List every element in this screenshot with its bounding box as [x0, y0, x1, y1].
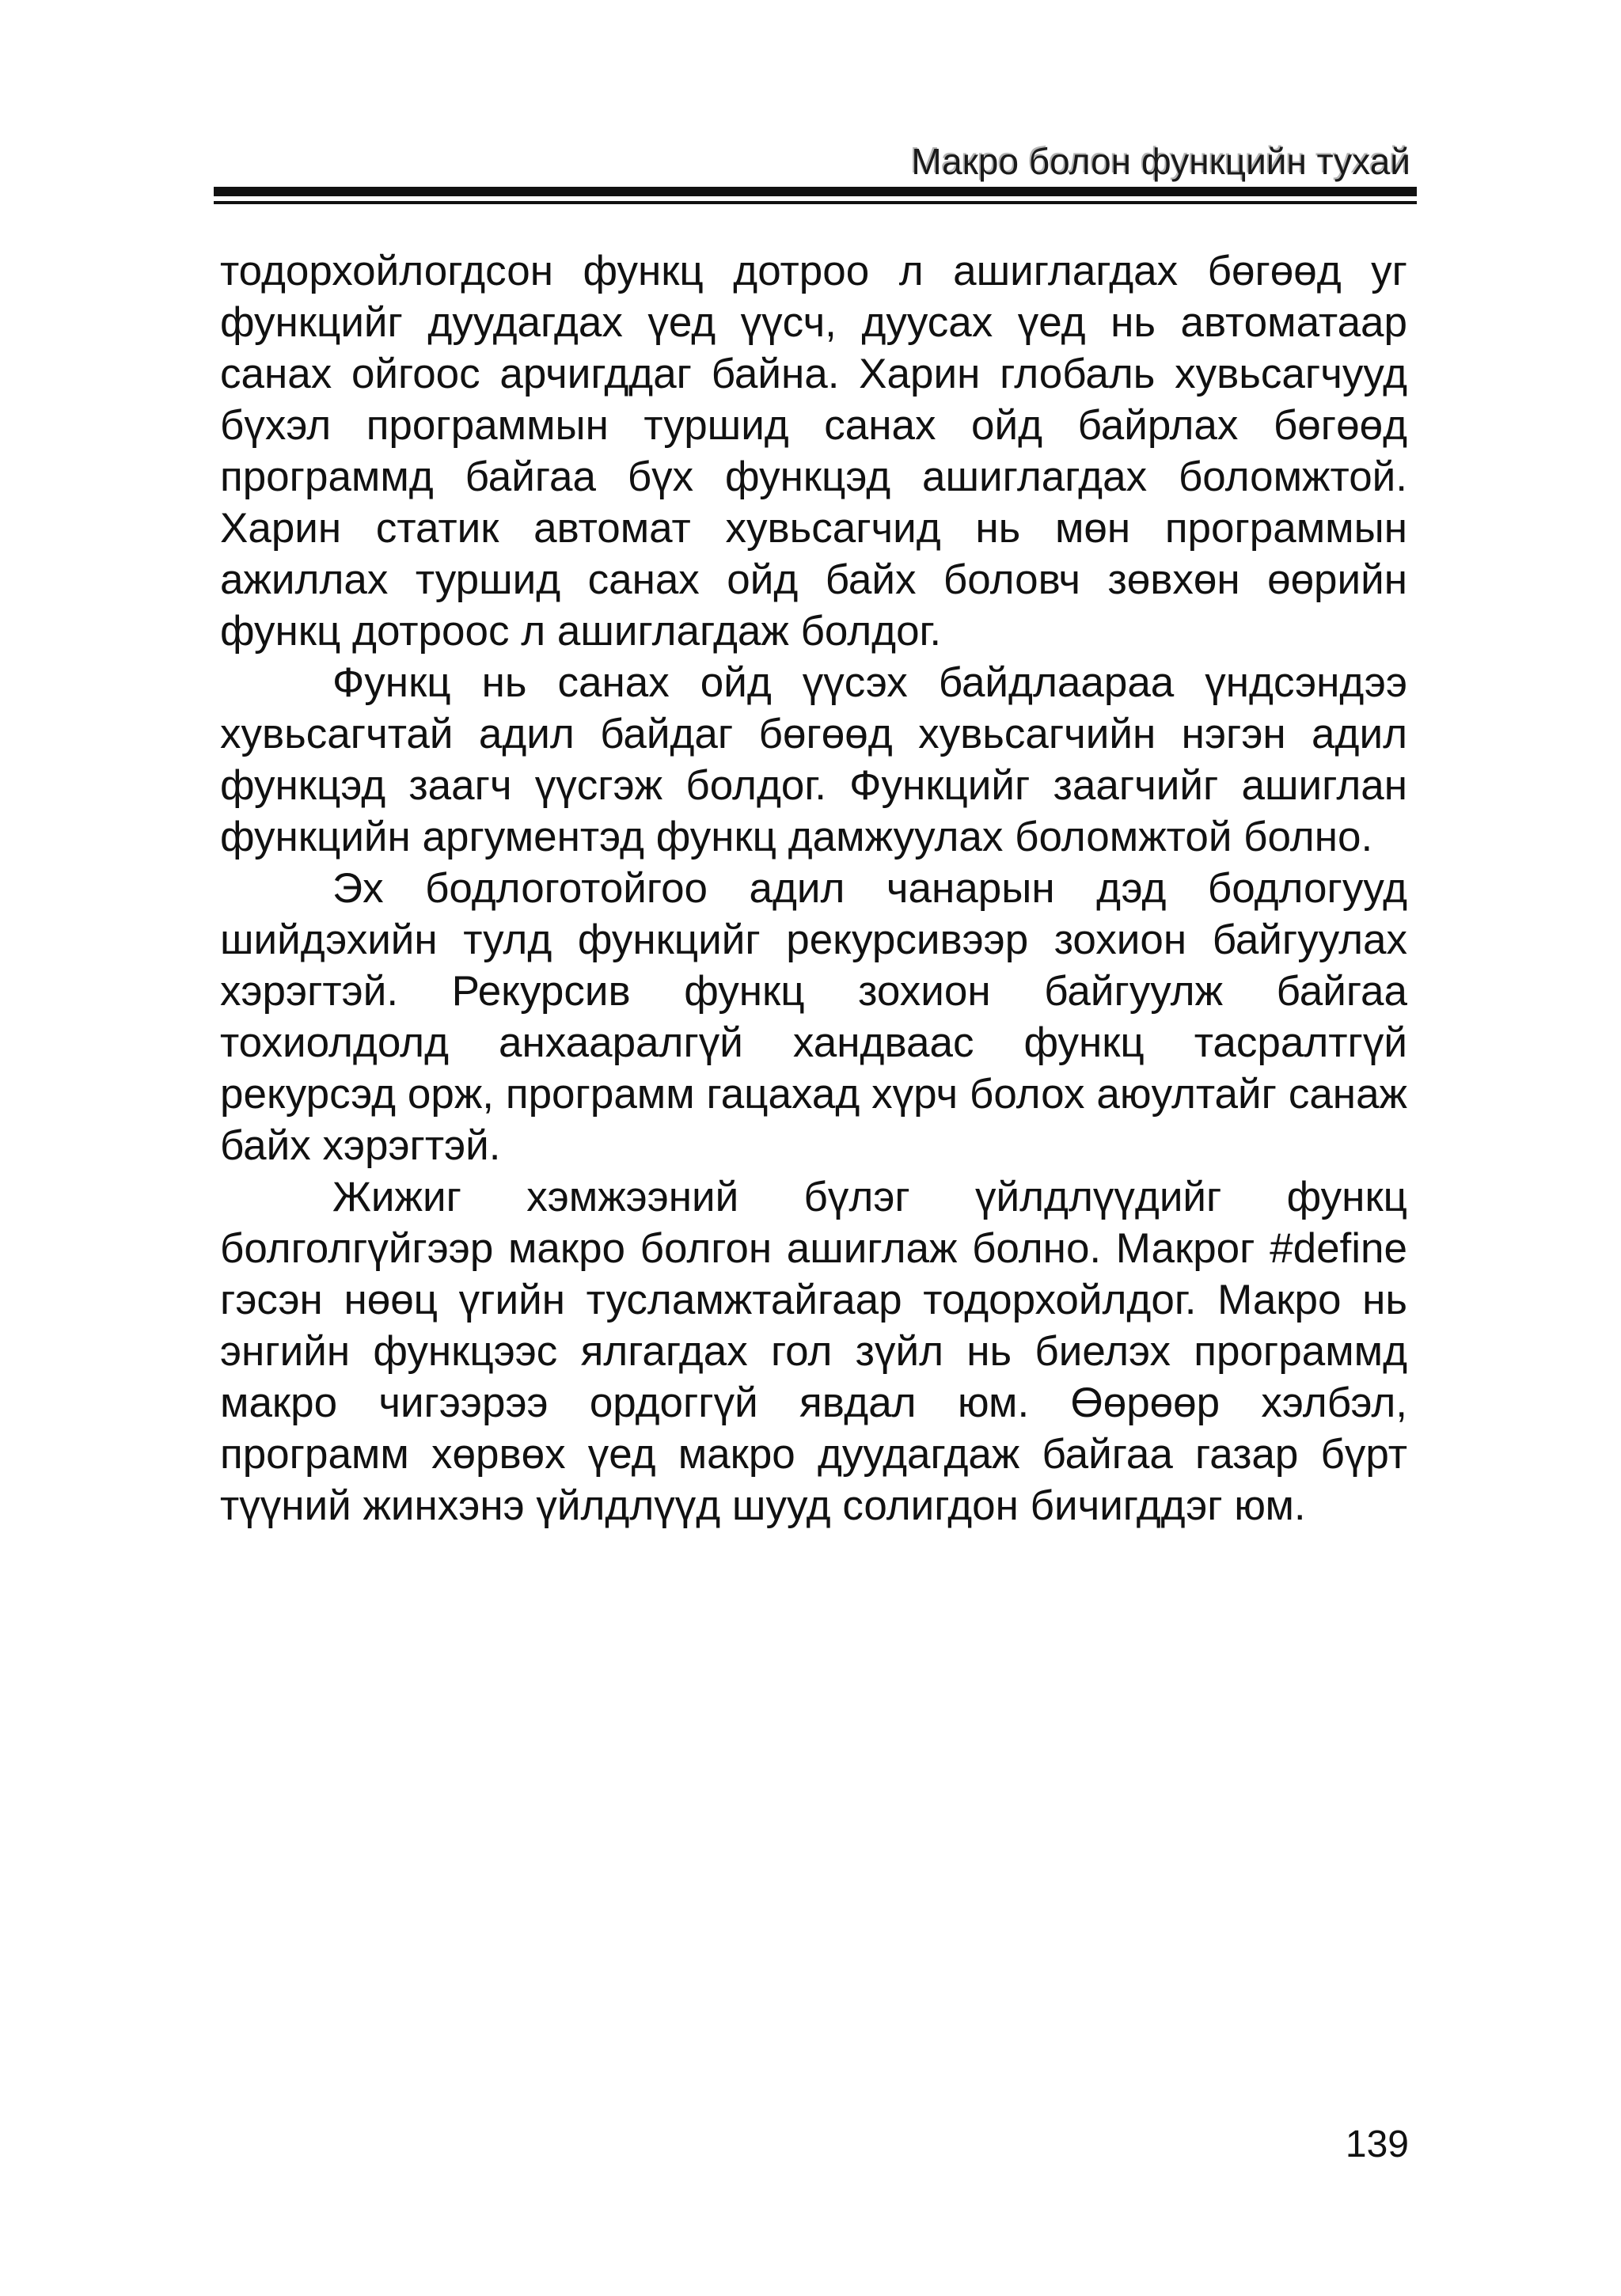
page-header: [214, 133, 1417, 204]
paragraph-1: тодорхойлогдсон функц дотроо л ашиглагдах бөгөөд уг функцийг дуудагдах үед үүсч, дуусах үед нь автоматаар санах ойгоос арчигддаг байна. Харин глобаль хувьсагчууд бүхэл программын туршид санах ойд байрлах бөгөөд программд байгаа бүх функцэд ашиглагдах боломжтой. Харин статик автомат хувьсагчид нь мөн программын ажиллах туршид санах ойд байх боловч зөвхөн өөрийн функц дотроос л ашиглагдаж болдог.: [220, 248, 1407, 655]
header-rule-thin: [214, 201, 1417, 204]
paragraph-4: Жижиг хэмжээний бүлэг үйлдлүүдийг функц болголгүйгээр макро болгон ашиглаж болно. Макрог #define гэсэн нөөц үгийн тусламжтайгаар тодорхойлдог. Макро нь энгийн функцээс ялгагдах гол зүйл нь биелэх программд макро чигээрээ ордоггүй явдал юм. Өөрөөр хэлбэл, программ хөрвөх үед макро дуудагдаж байгаа газар бүрт түүний жинхэнэ үйлдлүүд шууд солигдон бичигддэг юм.: [220, 1174, 1407, 1529]
paragraph-2: Функц нь санах ойд үүсэх байдлаараа үндсэндээ хувьсагчтай адил байдаг бөгөөд хувьсагчийн нэгэн адил функцэд заагч үүсгэж болдог. Функцийг заагчийг ашиглан функцийн аргументэд функц дамжуулах боломжтой болно.: [220, 659, 1407, 860]
paragraph-3: Эх бодлоготойгоо адил чанарын дэд бодлогууд шийдэхийн тулд функцийг рекурсивээр зохион байгуулах хэрэгтэй. Рекурсив функц зохион байгуулж байгаа тохиолдолд анхааралгүй хандваас функц тасралтгүй рекурсэд орж, программ гацахад хүрч болох аюултайг санаж байх хэрэгтэй.: [220, 865, 1407, 1169]
page-number: 139: [1345, 2123, 1409, 2165]
running-title: Макро болон функцийн тухай: [911, 141, 1410, 182]
header-rule-thick: [214, 187, 1417, 196]
body-text: [220, 245, 1407, 1531]
